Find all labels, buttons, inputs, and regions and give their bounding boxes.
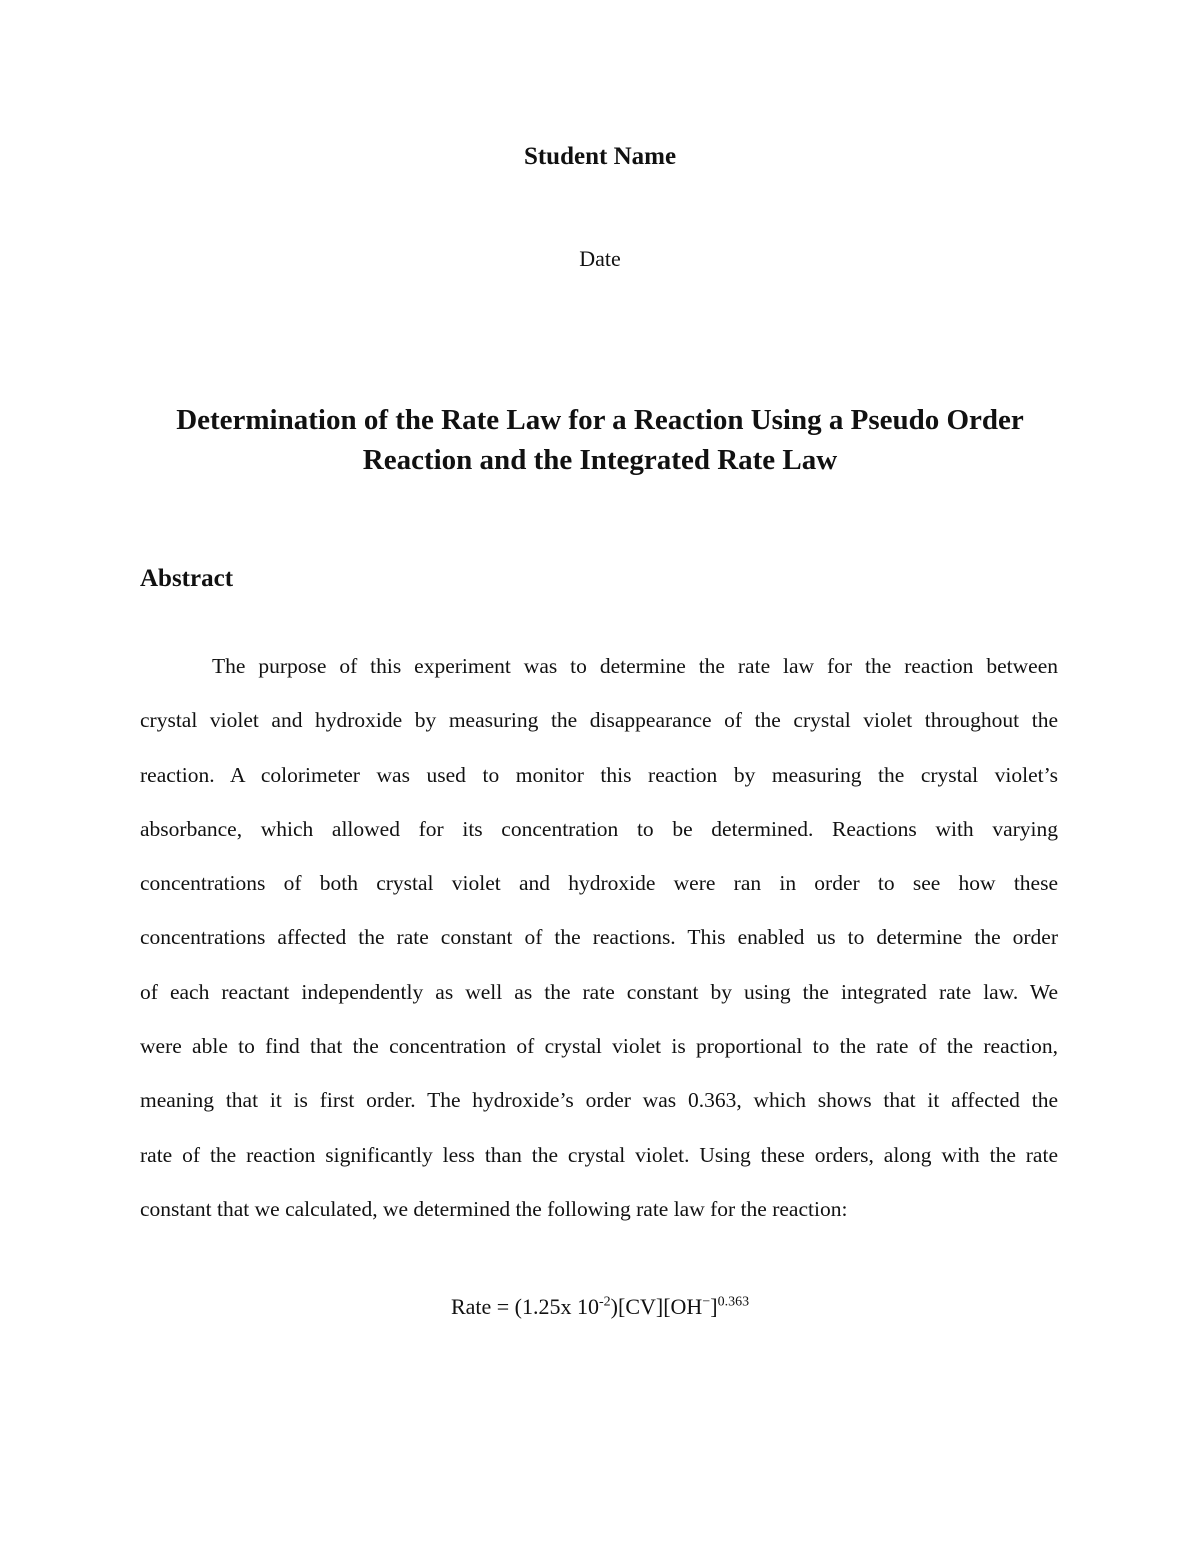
paper-title xyxy=(120,400,1080,480)
equation-charge: − xyxy=(702,1294,711,1310)
abstract-line: meaning that it is first order. The hydroxide’s order was 0.363, which shows that it affected the xyxy=(140,1088,1058,1113)
abstract-line: were able to find that the concentration of crystal violet is proportional to the rate of the reaction, xyxy=(140,1034,1058,1059)
abstract-line: concentrations affected the rate constant of the reactions. This enabled us to determine the order xyxy=(140,925,1058,950)
abstract-line: of each reactant independently as well as the rate constant by using the integrated rate law. We xyxy=(140,979,1058,1004)
title-line-1: Determination of the Rate Law for a Reaction Using a Pseudo Order xyxy=(176,404,1024,436)
abstract-line: concentrations of both crystal violet and hydroxide were ran in order to see how these xyxy=(140,871,1058,896)
abstract-line: The purpose of this experiment was to determine the rate law for the reaction between xyxy=(212,654,1058,678)
rate-law-equation xyxy=(0,1294,1200,1320)
equation-middle: )[CV][OH xyxy=(610,1294,703,1319)
abstract-line: crystal violet and hydroxide by measuring the disappearance of the crystal violet throughout the xyxy=(140,708,1058,733)
abstract-line: constant that we calculated, we determined the following rate law for the reaction: xyxy=(140,1196,848,1221)
equation-prefix: Rate = (1.25x 10 xyxy=(450,1294,599,1319)
abstract-heading: Abstract xyxy=(140,565,234,592)
abstract-body xyxy=(140,639,1058,1236)
equation-exponent-1: -2 xyxy=(599,1294,611,1310)
abstract-line: rate of the reaction significantly less than the crystal violet. Using these orders, along with the rate xyxy=(140,1142,1058,1167)
equation-suffix: ] xyxy=(710,1294,718,1319)
abstract-line: absorbance, which allowed for its concentration to be determined. Reactions with varying xyxy=(140,816,1058,841)
student-name: Student Name xyxy=(523,143,677,170)
abstract-line: reaction. A colorimeter was used to monitor this reaction by measuring the crystal violet’s xyxy=(140,762,1058,787)
equation-exponent-2: 0.363 xyxy=(717,1294,750,1310)
title-line-2: Reaction and the Integrated Rate Law xyxy=(362,444,838,476)
date: Date xyxy=(579,246,621,271)
